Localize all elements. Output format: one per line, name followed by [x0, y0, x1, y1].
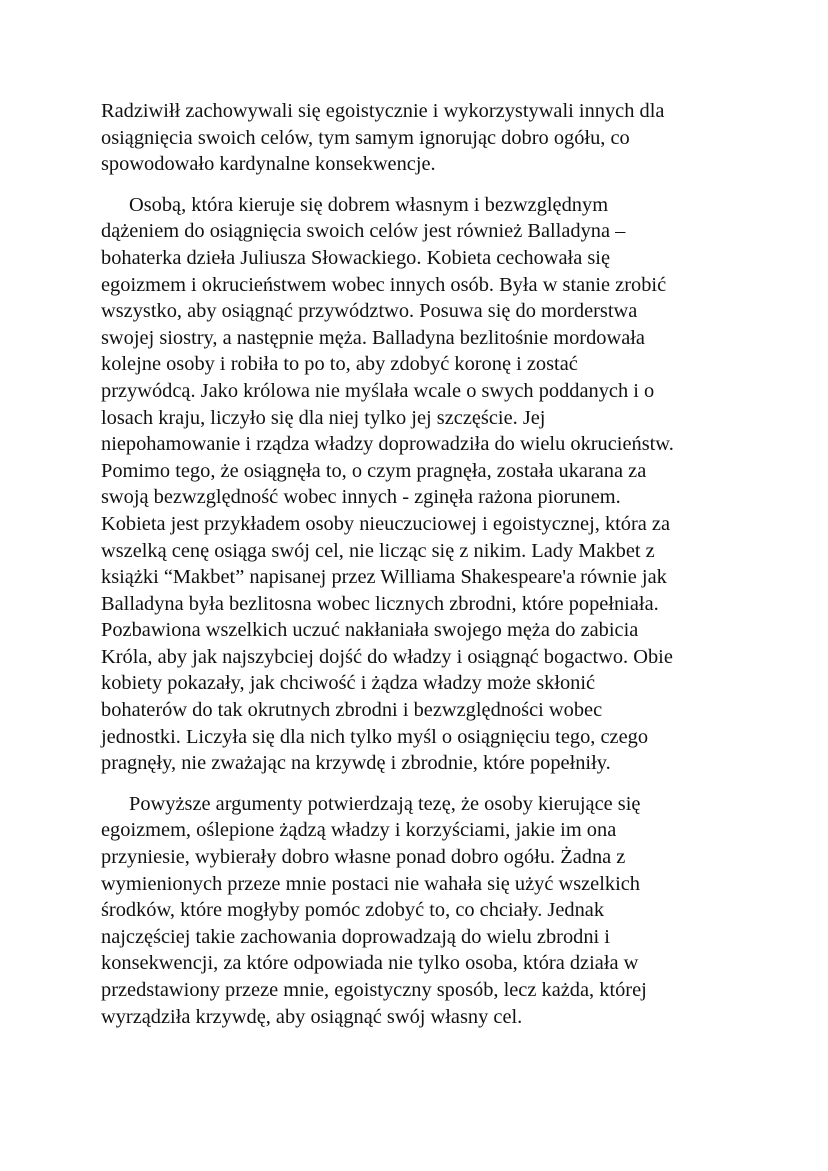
essay-text	[101, 98, 731, 1044]
paragraph-balladyna: Osobą, która kieruje się dobrem własnym i bezwzględnym dążeniem do osiągnięcia swoich celów jest również Balladyna – bohaterka dzieła Juliusza Słowackiego. Kobieta cechowała się egoizmem i okrucieństwem wobec innych osób. Była w stanie zrobić wszystko, aby osiągnąć przywództwo. Posuwa się do morderstwa swojej siostry, a następnie męża. Balladyna bezlitośnie mordowała kolejne osoby i robiła to po to, aby zdobyć koronę i zostać przywódcą. Jako królowa nie myślała wcale o swych poddanych i o losach kraju, liczyło się dla niej tylko jej szczęście. Jej niepohamowanie i rządza władzy doprowadziła do wielu okrucieństw. Pomimo tego, że osiągnęła to, o czym pragnęła, została ukarana za swoją bezwzględność wobec innych - zginęła rażona piorunem. Kobieta jest przykładem osoby nieuczuciowej i egoistycznej, która za wszelką cenę osiąga swój cel, nie licząc się z nikim. Lady Makbet z książki “Makbet” napisanej przez Williama Shakespeare'a równie jak Balladyna była bezlitosna wobec licznych zbrodni, które popełniała. Pozbawiona wszelkich uczuć nakłaniała swojego męża do zabicia Króla, aby jak najszybciej dojść do władzy i osiągnąć bogactwo. Obie kobiety pokazały, jak chciwość i żądza władzy może skłonić bohaterów do tak okrutnych zbrodni i bezwzględności wobec jednostki. Liczyła się dla nich tylko myśl o osiągnięciu tego, czego pragnęły, nie zważając na krzywdę i zbrodnie, które popełniły.	[101, 193, 674, 775]
paragraph-conclusion: Powyższe argumenty potwierdzają tezę, że osoby kierujące się egoizmem, oślepione żądzą władzy i korzyściami, jakie im ona przyniesie, wybierały dobro własne ponad dobro ogółu. Żadna z wymienionych przeze mnie postaci nie wahała się użyć wszelkich środków, które mogłyby pomóc zdobyć to, co chciały. Jednak najczęściej takie zachowania doprowadzają do wielu zbrodni i konsekwencji, za które odpowiada nie tylko osoba, która działa w przedstawiony przeze mnie, egoistyczny sposób, lecz każda, której wyrządziła krzywdę, aby osiągnąć swój własny cel.	[101, 792, 647, 1028]
paragraph-continuation: Radziwiłł zachowywali się egoistycznie i wykorzystywali innych dla osiągnięcia swoich celów, tym samym ignorując dobro ogółu, co spowodowało kardynalne konsekwencje.	[101, 100, 665, 176]
